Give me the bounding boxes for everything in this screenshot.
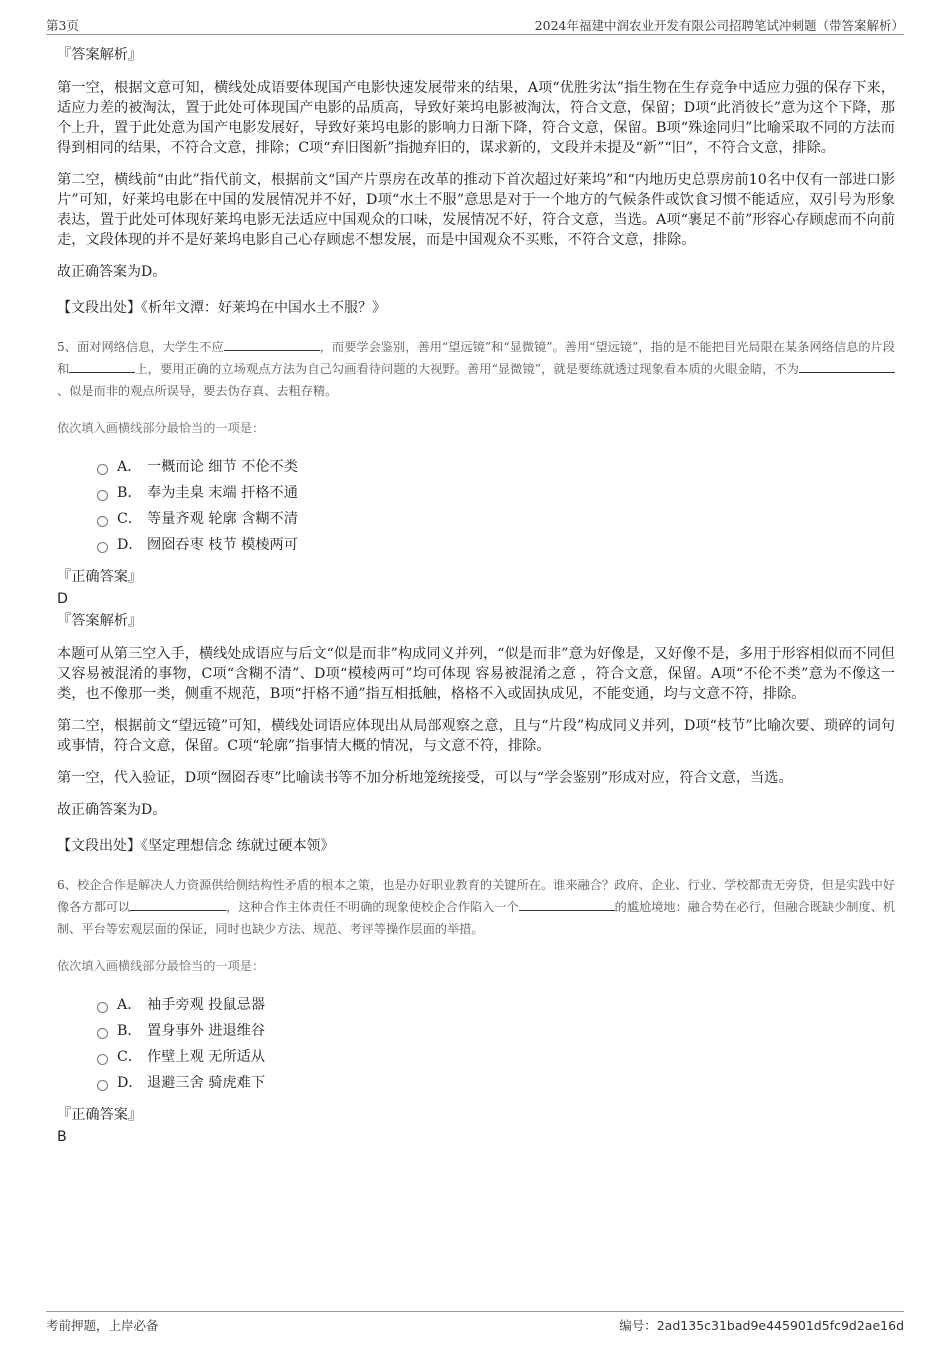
radio-icon[interactable] xyxy=(97,1080,108,1091)
page-footer xyxy=(46,1311,904,1336)
radio-icon[interactable] xyxy=(97,542,108,553)
q6-correct-label: 『正确答案』 xyxy=(57,1107,143,1123)
option-b[interactable]: B． 奉为圭臬 末端 扞格不通 xyxy=(97,480,895,506)
option-b[interactable]: B． 置身事外 进退维谷 xyxy=(97,1018,895,1044)
option-d[interactable]: D． 退避三舍 骑虎难下 xyxy=(97,1070,895,1096)
q6-correct-answer: B xyxy=(57,1129,67,1145)
question-6-text: 6、校企合作是解决人力资源供给侧结构性矛盾的根本之策，也是办好职业教育的关键所在。谁来融合？政府、企业、行业、学校都责无旁贷，但是实践中好像各方都可以 ，这种合作主体责任不明确的现象使校企合作陷入一个 的尴尬境地：融合势在必行，但融合既缺少制度、机制、平台等宏观层面的保证，同时也缺少方法、规范、考评等操作层面的举措。 xyxy=(57,878,896,936)
radio-icon[interactable] xyxy=(97,490,108,501)
q5-analysis-para-2: 第二空，根据前文“望远镜”可知，横线处词语应体现出从局部观察之意，且与“片段”构成同义并列，D项“枝节”比喻次要、琐碎的词句或事情，符合文意，保留。C项“轮廓”指事情大概的情况，与文意不符，排除。 xyxy=(57,718,895,754)
q4-source: 【文段出处】《析年文潭：好莱坞在中国水土不服？》 xyxy=(57,300,386,316)
blank-2 xyxy=(69,358,135,373)
blank-2 xyxy=(519,896,615,911)
radio-icon[interactable] xyxy=(97,1028,108,1039)
q5-analysis-label: 『答案解析』 xyxy=(57,613,143,629)
option-c[interactable]: C． 作壁上观 无所适从 xyxy=(97,1044,895,1070)
question-5-prompt: 依次填入画横线部分最恰当的一项是： xyxy=(57,421,265,435)
document-title: 2024年福建中润农业开发有限公司招聘笔试冲刺题（带答案解析） xyxy=(534,18,904,33)
q5-analysis-para-1: 本题可从第三空入手，横线处成语应与后文“似是而非”构成同义并列，“似是而非”意为好像是，又好像不是，多用于形容相似而不同但又容易被混淆的事物，C项“含糊不清”、D项“模棱两可”均可体现 容易被混淆之意 ，符合文意，保留。A项“不伦不类”意为不像这一类，也不像那一类，侧重不规范，B项“扞格不通”指互相抵触，格格不入或固执成见，不能变通，均与文意不符，排除。 xyxy=(57,646,895,702)
question-5-text: 5、面对网络信息，大学生不应 ，而要学会鉴别，善用“望远镜”和“显微镜”。善用“望远镜”，指的是不能把目光局限在某条网络信息的片段和 上，要用正确的立场观点方法为自己勾画看待问题的大视野。善用“显微镜”，就是要练就透过现象看本质的火眼金睛，不为、似是而非的观点所误导，要去伪存真、去粗存精。 xyxy=(57,336,895,402)
radio-icon[interactable] xyxy=(97,1054,108,1065)
question-5-options xyxy=(97,454,895,558)
q5-correct-answer: D xyxy=(57,591,68,607)
q4-analysis-label: 『答案解析』 xyxy=(57,47,143,63)
option-a[interactable]: A． 一概而论 细节 不伦不类 xyxy=(97,454,895,480)
page-header xyxy=(46,14,904,35)
radio-icon[interactable] xyxy=(97,1002,108,1013)
footer-slogan: 考前押题，上岸必备 xyxy=(46,1318,159,1333)
radio-icon[interactable] xyxy=(97,464,108,475)
q5-correct-label: 『正确答案』 xyxy=(57,569,143,585)
page-content xyxy=(57,44,895,1148)
option-d[interactable]: D． 囫囵吞枣 枝节 模棱两可 xyxy=(97,532,895,558)
document-code: 编号：2ad135c31bad9e445901d5fc9d2ae16d xyxy=(619,1318,904,1333)
option-c[interactable]: C． 等量齐观 轮廓 含糊不清 xyxy=(97,506,895,532)
q5-source: 【文段出处】《坚定理想信念 练就过硬本领》 xyxy=(57,838,335,854)
option-a[interactable]: A． 袖手旁观 投鼠忌器 xyxy=(97,992,895,1018)
q4-analysis-para-1: 第一空，根据文意可知，横线处成语要体现国产电影快速发展带来的结果，A项“优胜劣汰”指生物在生存竞争中适应力强的保存下来，适应力差的被淘汰，置于此处可体现国产电影的品质高，导致好莱坞电影被淘汰，符合文意，保留；D项“此消彼长”意为这个下降，那个上升，置于此处意为国产电影发展好，导致好莱坞电影的影响力日渐下降，符合文意，保留。B项“殊途同归”比喻采取不同的方法而得到相同的结果，不符合文意，排除；C项“弃旧图新”指抛弃旧的，谋求新的，文段并未提及“新”“旧”，不符合文意，排除。 xyxy=(57,80,895,156)
radio-icon[interactable] xyxy=(97,516,108,527)
blank-1 xyxy=(224,336,320,351)
page-number: 第3页 xyxy=(46,18,79,33)
q4-analysis-para-2: 第二空，横线前“由此”指代前文，根据前文“国产片票房在改革的推动下首次超过好莱坞”和“内地历史总票房前10名中仅有一部进口影片”可知，好莱坞电影在中国的发展情况并不好，D项“水土不服”意思是对于一个地方的气候条件或饮食习惯不能适应，双引号为形象表达，置于此处可体现好莱坞电影无法适应中国观众的口味，发展情况不好，符合文意，当选。A项“裹足不前”形容心存顾虑而不向前走，文段体现的并不是好莱坞电影自己心存顾虑不想发展，而是中国观众不买账，不符合文意，排除。 xyxy=(57,172,895,248)
q5-conclusion: 故正确答案为D。 xyxy=(57,802,167,818)
blank-3 xyxy=(799,358,895,373)
question-6-prompt: 依次填入画横线部分最恰当的一项是： xyxy=(57,959,265,973)
q5-analysis-para-3: 第一空，代入验证，D项“囫囵吞枣”比喻读书等不加分析地笼统接受，可以与“学会鉴别”形成对应，符合文意，当选。 xyxy=(57,770,793,786)
blank-1 xyxy=(130,896,226,911)
q4-conclusion: 故正确答案为D。 xyxy=(57,264,167,280)
question-6-options xyxy=(97,992,895,1096)
